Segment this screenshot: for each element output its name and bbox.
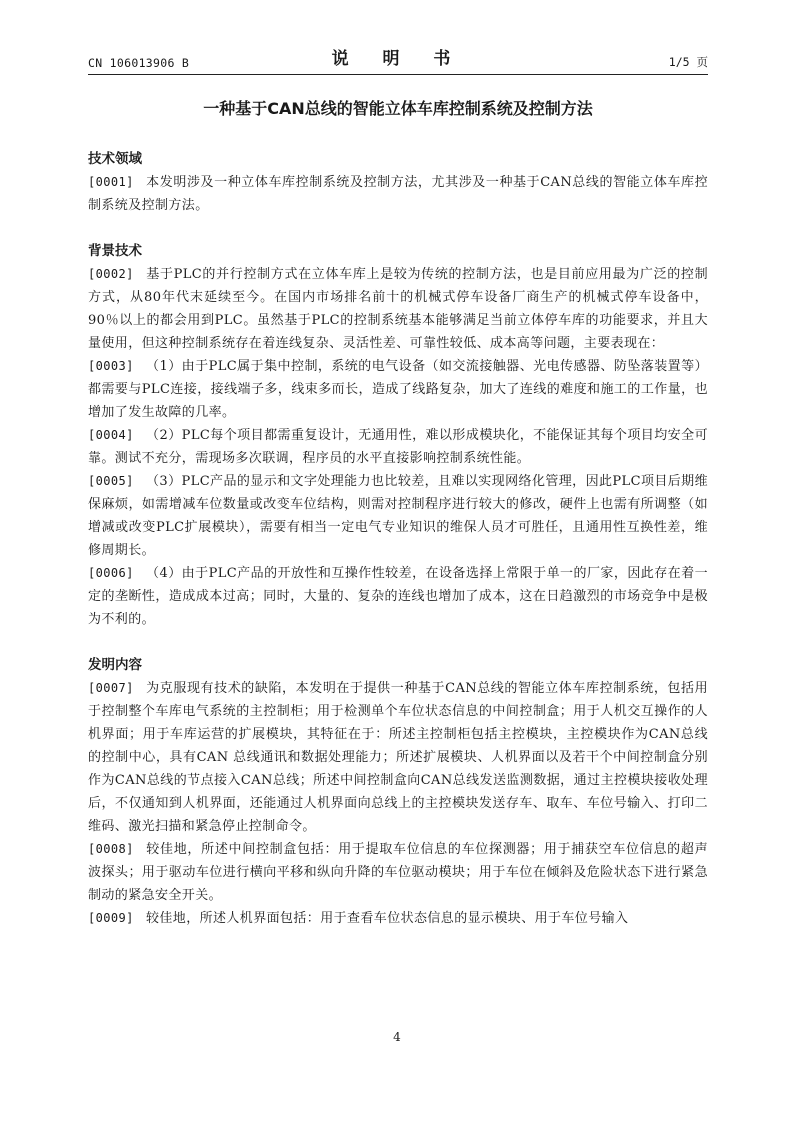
paragraph-number: [0008] (88, 842, 134, 856)
paragraph-number: [0009] (88, 911, 134, 925)
document-header (88, 44, 708, 74)
document-body (88, 148, 708, 930)
patent-number: CN 106013906 B (88, 56, 190, 70)
paragraph-text: （1）由于PLC属于集中控制，系统的电气设备（如交流接触器、光电传感器、防坠落装置等）都需要与PLC连接，接线端子多，线束多而长，造成了线路复杂，加大了连线的难度和施工的工作量，也增加了发生故障的几率。 (88, 359, 708, 420)
document-title: 一种基于CAN总线的智能立体车库控制系统及控制方法 (203, 99, 593, 118)
paragraph (88, 838, 708, 907)
paragraph-number: [0007] (88, 681, 134, 695)
paragraph (88, 470, 708, 562)
page-count: 1/5 页 (668, 55, 708, 69)
paragraph-text: （4）由于PLC产品的开放性和互操作性较差，在设备选择上常限于单一的厂家，因此存在着一定的垄断性，造成成本过高；同时，大量的、复杂的连线也增加了成本，这在日趋激烈的市场竞争中是极为不利的。 (88, 566, 708, 627)
section-spacer (88, 217, 708, 240)
paragraph (88, 263, 708, 355)
paragraph (88, 424, 708, 470)
paragraph (88, 562, 708, 631)
section-heading: 技术领域 (88, 151, 142, 167)
page-number: 4 (393, 1030, 401, 1044)
paragraph-text: （3）PLC产品的显示和文字处理能力也比较差，且难以实现网络化管理，因此PLC项目后期维保麻烦，如需增减车位数量或改变车位结构，则需对控制程序进行较大的修改，硬件上也需有所调整（如增减或改变PLC扩展模块），需要有相当一定电气专业知识的维保人员才可胜任，且通用性互换性差，维修周期长。 (88, 474, 708, 558)
paragraph (88, 171, 708, 217)
section-spacer (88, 631, 708, 654)
section-heading: 背景技术 (88, 243, 142, 259)
paragraph-number: [0003] (88, 359, 134, 373)
paragraph-text: 较佳地，所述中间控制盒包括：用于提取车位信息的车位探测器；用于捕获空车位信息的超声波探头；用于驱动车位进行横向平移和纵向升降的车位驱动模块；用于车位在倾斜及危险状态下进行紧急制动的紧急安全开关。 (88, 842, 708, 903)
paragraph-text: 为克服现有技术的缺陷，本发明在于提供一种基于CAN总线的智能立体车库控制系统，包括用于控制整个车库电气系统的主控制柜；用于检测单个车位状态信息的中间控制盒；用于人机交互操作的人机界面；用于车库运营的扩展模块，其特征在于：所述主控制柜包括主控模块，主控模块作为CAN总线的控制中心，具有CAN 总线通讯和数据处理能力；所述扩展模块、人机界面以及若干个中间控制盒分别作为CAN总线的节点接入CAN总线；所述中间控制盒向CAN总线发送监测数据，通过主控模块接收处理后，不仅通知到人机界面，还能通过人机界面向总线上的主控模块发送存车、取车、车位号输入、打印二维码、激光扫描和紧急停止控制命令。 (88, 681, 708, 834)
paragraph (88, 677, 708, 838)
paragraph-number: [0004] (88, 428, 134, 442)
paragraph-text: （2）PLC每个项目都需重复设计，无通用性，难以形成模块化，不能保证其每个项目均安全可靠。测试不充分，需现场多次联调，程序员的水平直接影响控制系统性能。 (88, 428, 708, 466)
document-type-label: 说 明 书 (331, 49, 465, 69)
paragraph-text: 基于PLC的并行控制方式在立体车库上是较为传统的控制方法，也是目前应用最为广泛的控制方式，从80年代末延续至今。在国内市场排名前十的机械式停车设备厂商生产的机械式停车设备中，90％以上的都会用到PLC。虽然基于PLC的控制系统基本能够满足当前立体停车库的功能要求，并且大量使用，但这种控制系统存在着连线复杂、灵活性差、可靠性较低、成本高等问题，主要表现在： (88, 267, 708, 351)
paragraph (88, 907, 708, 930)
paragraph-number: [0002] (88, 267, 134, 281)
paragraph-number: [0001] (88, 175, 134, 189)
header-divider (88, 74, 708, 75)
paragraph-text: 较佳地，所述人机界面包括：用于查看车位状态信息的显示模块、用于车位号输入 (146, 911, 629, 926)
paragraph-number: [0006] (88, 566, 134, 580)
paragraph-text: 本发明涉及一种立体车库控制系统及控制方法，尤其涉及一种基于CAN总线的智能立体车库控制系统及控制方法。 (88, 175, 708, 213)
section-heading: 发明内容 (88, 657, 142, 673)
paragraph-number: [0005] (88, 474, 134, 488)
paragraph (88, 355, 708, 424)
